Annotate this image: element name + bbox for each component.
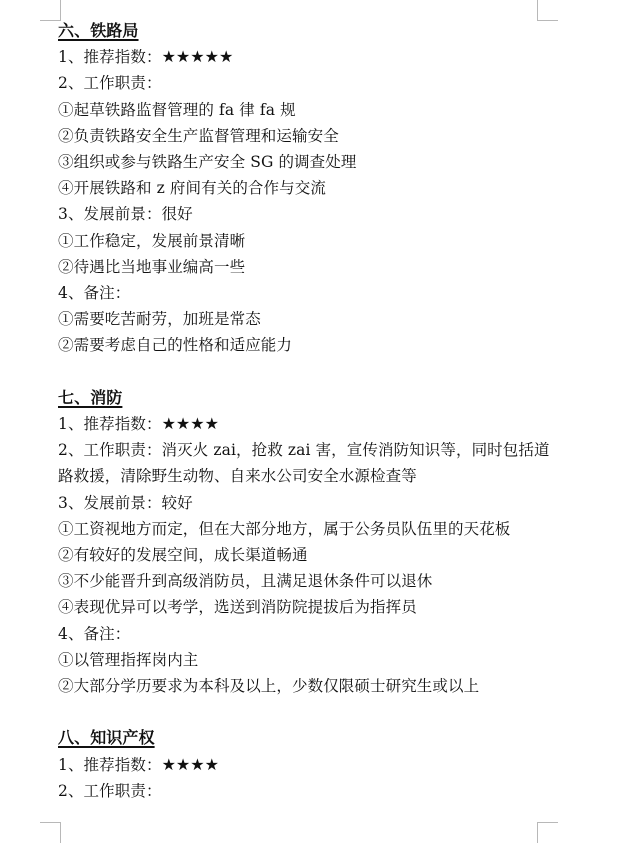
body-line: ②待遇比当地事业编高一些 bbox=[58, 257, 246, 276]
rating-label: 1、推荐指数： bbox=[58, 415, 162, 434]
body-line: ③组织或参与铁路生产安全 SG 的调查处理 bbox=[58, 153, 357, 172]
body-line: 4、备注： bbox=[58, 624, 131, 643]
rating-label: 1、推荐指数： bbox=[58, 755, 162, 774]
rating-line bbox=[58, 44, 558, 70]
body-line: ③不少能晋升到高级消防员，且满足退休条件可以退休 bbox=[58, 572, 433, 591]
body-line: 3、发展前景：较好 bbox=[58, 493, 193, 512]
body-line: ①工资视地方而定，但在大部分地方，属于公务员队伍里的天花板 bbox=[58, 519, 511, 538]
body-line: ①以管理指挥岗内主 bbox=[58, 650, 199, 669]
rating-stars: ★★★★ bbox=[161, 414, 219, 434]
body-line: ①起草铁路监督管理的 fa 律 fa 规 bbox=[58, 100, 296, 119]
document-body bbox=[58, 18, 558, 804]
rating-line bbox=[58, 752, 558, 778]
body-line: 2、工作职责： bbox=[58, 74, 162, 93]
body-line: 4、备注： bbox=[58, 284, 131, 303]
body-line: ②有较好的发展空间，成长渠道畅通 bbox=[58, 546, 308, 565]
crop-mark-bottom-right bbox=[537, 822, 558, 843]
rating-line bbox=[58, 411, 558, 437]
body-line: 2、工作职责：消灭火 zai，抢救 zai 害，宣传消防知识等，同时包括道路救援，清除野生动物、自来水公司安全水源检查等 bbox=[58, 441, 550, 486]
rating-label: 1、推荐指数： bbox=[58, 48, 162, 67]
body-line: ④表现优异可以考学，选送到消防院提拔后为指挥员 bbox=[58, 598, 417, 617]
body-line: ①工作稳定，发展前景清晰 bbox=[58, 231, 246, 250]
body-line: ②需要考虑自己的性格和适应能力 bbox=[58, 336, 293, 355]
crop-mark-bottom-left bbox=[40, 822, 61, 843]
body-line: 2、工作职责： bbox=[58, 781, 162, 800]
section-heading: 七、消防 bbox=[58, 387, 123, 407]
body-line: ②负责铁路安全生产监督管理和运输安全 bbox=[58, 126, 339, 145]
body-line: ②大部分学历要求为本科及以上，少数仅限硕士研究生或以上 bbox=[58, 677, 480, 696]
body-line: 3、发展前景：很好 bbox=[58, 205, 193, 224]
body-line: ④开展铁路和 z 府间有关的合作与交流 bbox=[58, 179, 326, 198]
section-heading: 六、铁路局 bbox=[58, 21, 139, 40]
section-spacer bbox=[58, 699, 558, 725]
section-spacer bbox=[58, 359, 558, 385]
rating-stars: ★★★★★ bbox=[161, 47, 234, 67]
section-heading: 八、知识产权 bbox=[58, 728, 155, 748]
body-line: ①需要吃苦耐劳，加班是常态 bbox=[58, 310, 261, 329]
rating-stars: ★★★★ bbox=[161, 754, 219, 774]
